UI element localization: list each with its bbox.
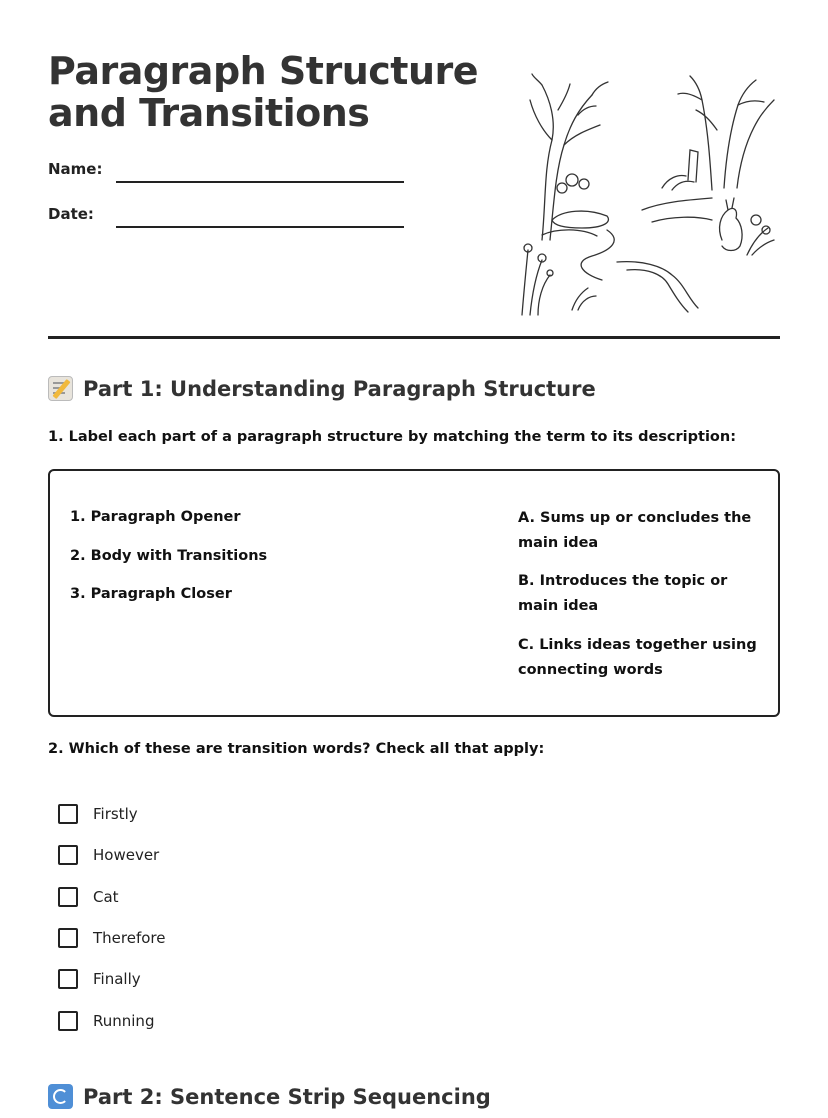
question-2: 2. Which of these are transition words? Check all that apply: — [48, 741, 545, 757]
checkbox[interactable] — [58, 928, 78, 948]
option-row[interactable] — [58, 885, 119, 909]
part1-heading — [48, 376, 596, 401]
date-line[interactable] — [116, 226, 404, 228]
woodland-scene-illustration — [512, 70, 782, 320]
checkbox[interactable] — [58, 969, 78, 989]
term-item: 3. Paragraph Closer — [70, 586, 232, 602]
option-label: Therefore — [93, 929, 166, 947]
option-row[interactable] — [58, 926, 166, 950]
memo-pencil-icon — [48, 376, 73, 401]
option-row[interactable] — [58, 843, 159, 867]
part1-heading-text: Part 1: Understanding Paragraph Structure — [83, 376, 596, 401]
option-row[interactable] — [58, 967, 141, 991]
name-label: Name: — [48, 160, 103, 178]
checkbox[interactable] — [58, 887, 78, 907]
option-label: Finally — [93, 970, 141, 988]
cycle-arrows-icon — [48, 1084, 73, 1109]
term-item: 2. Body with Transitions — [70, 548, 268, 564]
description-item: A. Sums up or concludes the main idea — [518, 510, 752, 551]
description-item: B. Introduces the topic or main idea — [518, 573, 728, 614]
worksheet-title: Paragraph Structure and Transitions — [48, 49, 479, 135]
header-divider — [48, 336, 780, 339]
name-line[interactable] — [116, 181, 404, 183]
checkbox[interactable] — [58, 845, 78, 865]
option-label: However — [93, 846, 160, 864]
matching-box — [48, 469, 780, 717]
part2-heading-text: Part 2: Sentence Strip Sequencing — [83, 1084, 491, 1109]
option-label: Running — [93, 1012, 155, 1030]
option-row[interactable] — [58, 802, 138, 826]
part2-heading — [48, 1084, 491, 1109]
checkbox[interactable] — [58, 1011, 78, 1031]
term-item: 1. Paragraph Opener — [70, 509, 241, 525]
question-1: 1. Label each part of a paragraph structure by matching the term to its description: — [48, 429, 737, 445]
option-label: Firstly — [93, 805, 138, 823]
date-label: Date: — [48, 205, 94, 223]
description-item: C. Links ideas together using connecting words — [518, 637, 757, 678]
option-label: Cat — [93, 888, 119, 906]
checkbox[interactable] — [58, 804, 78, 824]
option-row[interactable] — [58, 1009, 154, 1033]
